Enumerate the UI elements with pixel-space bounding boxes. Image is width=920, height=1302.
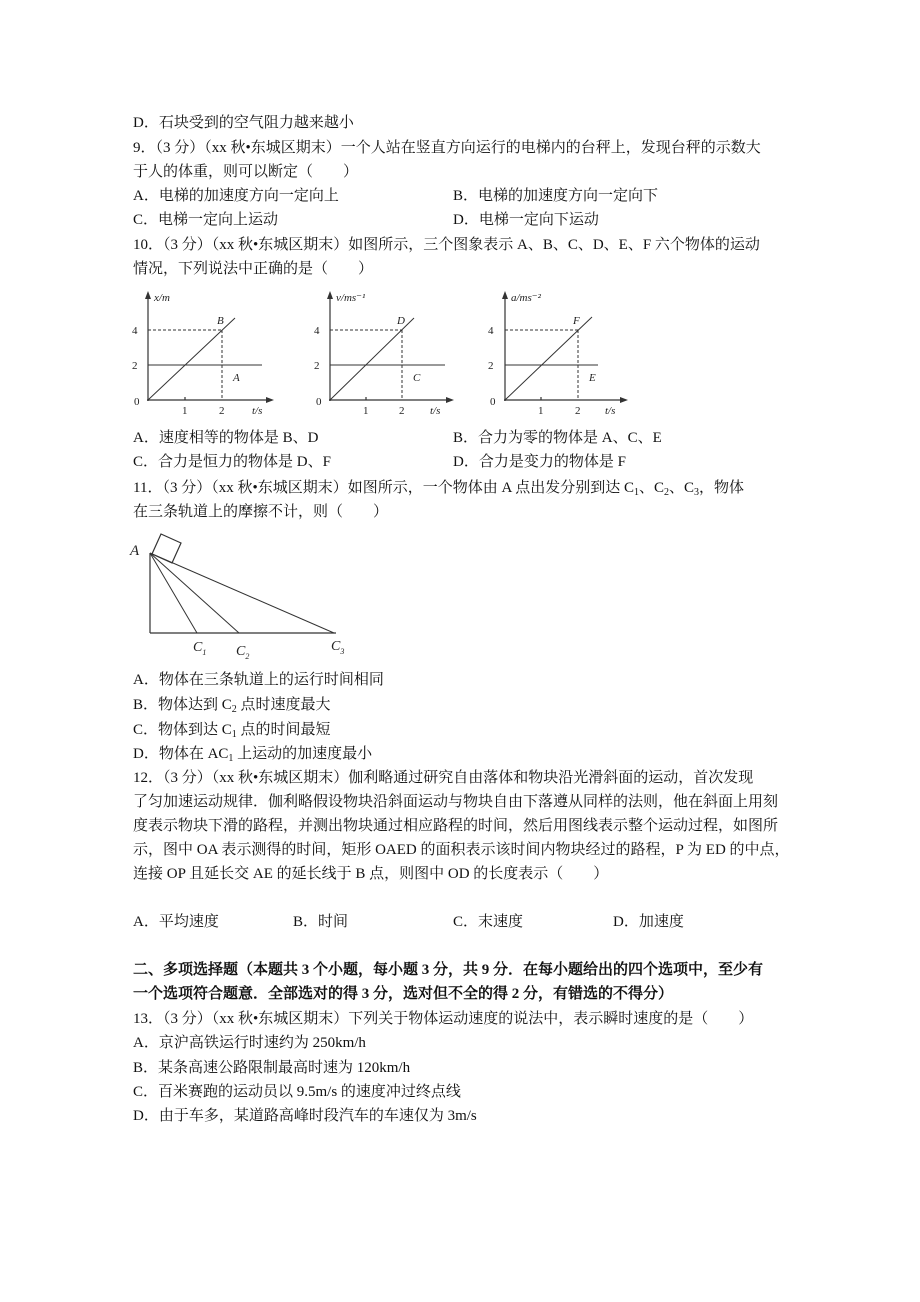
- y-axis-arrow: [327, 291, 333, 299]
- q11-option-d: D．物体在 $AC_1$ 上运动的加速度最小: [133, 746, 373, 764]
- q13-option-c: C．百米赛跑的运动员以 9.5m/s 的速度冲过终点线: [133, 1084, 461, 1100]
- q8-option-d: D．石块受到的空气阻力越来越小: [133, 115, 354, 131]
- q9-option-c: C．电梯一定向上运动: [133, 212, 279, 228]
- x-tick-label: 2: [219, 405, 225, 417]
- x-axis-label: t/s: [252, 405, 263, 417]
- x-axis-arrow: [620, 397, 628, 403]
- q13-stem-line-1: 13．（3 分）（xx 秋•东城区期末）下列关于物体运动速度的说法中，表示瞬时速度的是（ ）: [133, 1011, 754, 1027]
- x-axis-arrow: [266, 397, 274, 403]
- q12-option-a: A．平均速度: [133, 914, 219, 930]
- x-axis-label: t/s: [605, 405, 616, 417]
- origin-label: 0: [490, 396, 496, 408]
- q13-option-b: B．某条高速公路限制最高时速为 120km/h: [133, 1060, 411, 1076]
- q13-option-a: A．京沪高铁运行时速约为 250km/h: [133, 1035, 366, 1051]
- q11-option-a: A．物体在三条轨道上的运行时间相同: [133, 672, 384, 688]
- q10-graphs: [0, 285, 920, 425]
- flat-line-label: E: [589, 372, 596, 384]
- q11-stem-line-2: 在三条轨道上的摩擦不计，则（ ）: [133, 504, 389, 520]
- graph-v-t: [314, 291, 454, 417]
- y-tick-label: 4: [488, 325, 494, 337]
- section2-heading-line-2: 一个选项符合题意．全部选对的得 3 分，选对但不全的得 2 分，有错选的不得分）: [133, 986, 674, 1002]
- q10-option-a: A．速度相等的物体是 B、D: [133, 430, 319, 446]
- q10-option-d: D．合力是变力的物体是 F: [453, 454, 626, 470]
- y-axis-arrow: [145, 291, 151, 299]
- q9-stem-line-2: 于人的体重，则可以断定（ ）: [133, 164, 359, 180]
- sloped-line-label: F: [573, 315, 580, 327]
- section2-heading-line-1: 二、多项选择题（本题共 3 个小题，每小题 3 分，共 9 分．在每小题给出的四个选项中，至少有: [133, 962, 764, 978]
- q9-stem-line-1: 9．（3 分）（xx 秋•东城区期末）一个人站在竖直方向运行的电梯内的台秤上，发现台秤的示数大: [133, 140, 761, 156]
- q9-option-b: B．电梯的加速度方向一定向下: [453, 188, 659, 204]
- q12-stem-line-4: 示，图中 OA 表示测得的时间，矩形 OAED 的面积表示该时间内物块经过的路程，P 为 ED 的中点，: [133, 842, 790, 858]
- x-tick-label: 2: [575, 405, 581, 417]
- track-ac2: [150, 553, 239, 633]
- y-axis-label: x/m: [154, 292, 170, 304]
- y-tick-label: 2: [132, 360, 138, 372]
- y-tick-label: 4: [314, 325, 320, 337]
- y-axis-label: v/ms⁻¹: [336, 292, 366, 304]
- flat-line-label: C: [413, 372, 421, 384]
- q11-stem-line-1: 11．（3 分）（xx 秋•东城区期末）如图所示，一个物体由 A 点出发分别到达 $C_1$、$C_2$、$C_3$，物体: [133, 480, 745, 498]
- q11-option-b: B．物体达到 $C_2$ 点时速度最大: [133, 697, 331, 715]
- point-a-label: A: [130, 543, 140, 559]
- x-tick-label: 2: [399, 405, 405, 417]
- q12-stem-line-1: 12．（3 分）（xx 秋•东城区期末）伽利略通过研究自由落体和物块沿光滑斜面的运动，首次发现: [133, 770, 754, 786]
- sloped-line: [505, 317, 592, 400]
- q12-option-d: D．加速度: [613, 914, 684, 930]
- origin-label: 0: [134, 396, 140, 408]
- flat-line-label: A: [233, 372, 240, 384]
- sloped-line-label: B: [217, 315, 224, 327]
- q12-option-c: C．末速度: [453, 914, 524, 930]
- q9-option-d: D．电梯一定向下运动: [453, 212, 599, 228]
- y-tick-label: 4: [132, 325, 138, 337]
- q10-option-b: B．合力为零的物体是 A、C、E: [453, 430, 662, 446]
- q11-option-c: C．物体到达 $C_1$ 点的时间最短: [133, 722, 331, 740]
- y-axis-label: a/ms⁻²: [511, 292, 541, 304]
- graph-a-t: [488, 291, 628, 417]
- q12-stem-line-2: 了匀加速运动规律．伽利略假设物块沿斜面运动与物块自由下落遵从同样的法则，他在斜面上用刻: [133, 794, 779, 810]
- q10-stem-line-1: 10．（3 分）（xx 秋•东城区期末）如图所示，三个图象表示 A、B、C、D、E、F 六个物体的运动: [133, 237, 760, 253]
- graph-x-t: [132, 291, 274, 417]
- x-axis-label: t/s: [430, 405, 441, 417]
- q10-option-c: C．合力是恒力的物体是 D、F: [133, 454, 331, 470]
- point-c3-label: $C_3$: [331, 639, 345, 656]
- y-tick-label: 2: [488, 360, 494, 372]
- y-tick-label: 2: [314, 360, 320, 372]
- q10-stem-line-2: 情况，下列说法中正确的是（ ）: [133, 261, 374, 277]
- y-axis-arrow: [502, 291, 508, 299]
- q13-option-d: D．由于车多，某道路高峰时段汽车的车速仅为 3m/s: [133, 1108, 477, 1124]
- q12-stem-line-3: 度表示物块下滑的路程，并测出物块通过相应路程的时间，然后用图线表示整个运动过程，如图所: [133, 818, 779, 834]
- x-tick-label: 1: [538, 405, 544, 417]
- point-c2-label: $C_2$: [236, 644, 250, 661]
- q11-incline-figure: [0, 528, 920, 663]
- q9-option-a: A．电梯的加速度方向一定向上: [133, 188, 339, 204]
- q12-stem-line-5: 连接 OP 且延长交 AE 的延长线于 B 点，则图中 OD 的长度表示（ ）: [133, 866, 609, 882]
- x-tick-label: 1: [363, 405, 369, 417]
- q12-option-b: B．时间: [293, 914, 349, 930]
- track-ac3: [150, 553, 334, 633]
- x-axis-arrow: [446, 397, 454, 403]
- x-tick-label: 1: [182, 405, 188, 417]
- track-ac1: [150, 553, 197, 633]
- sloped-line-label: D: [397, 315, 405, 327]
- origin-label: 0: [316, 396, 322, 408]
- point-c1-label: $C_1$: [193, 640, 207, 657]
